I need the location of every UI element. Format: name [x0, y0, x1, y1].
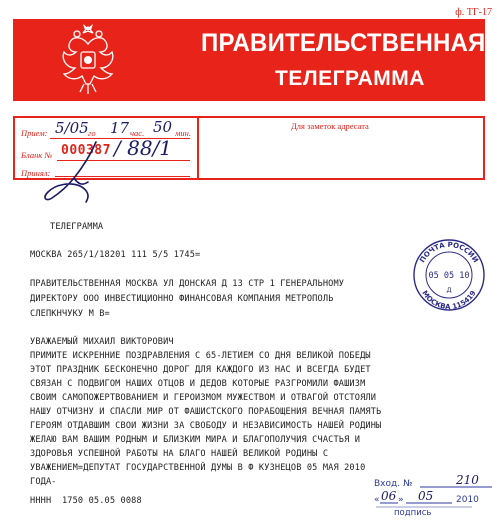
svg-text:ПОЧТА РОССИИ	[418, 241, 479, 264]
postmark-city: МОСКВА	[420, 289, 451, 312]
incoming-month: 05	[418, 489, 434, 503]
telegram-line: СВОИМ САМОПОЖЕРТВОВАНИЕМ И ГЕРОИЗМОМ МУЖЕСТВОМ И ОТВАГОЙ ОТСТОЯЛИ	[30, 393, 377, 403]
blank-label: Бланк №	[21, 150, 53, 160]
received-label: Прием:	[21, 128, 48, 138]
telegram-line: УВАЖЕНИЕМ=ДЕПУТАТ ГОСУДАРСТВЕННОЙ ДУМЫ В Ф КУЗНЕЦОВ 05 МАЯ 2010	[30, 463, 366, 473]
postmark-letter: Д	[446, 286, 452, 294]
postmark-top-text: ПОЧТА РОССИИ	[418, 240, 480, 265]
incoming-sign-label: подпись	[394, 508, 432, 518]
accepted-label: Принял:	[21, 168, 51, 178]
incoming-stamp	[372, 472, 496, 520]
telegram-line: НННН 1750 05.05 0088	[30, 496, 142, 506]
telegram-line: ЖЕЛАЮ ВАМ ВАШИМ РОДНЫМ И БЛИЗКИМ МИРА И БЛАГОПОЛУЧИЯ СЧАСТЬЯ И	[30, 435, 361, 445]
banner-title-line1: ПРАВИТЕЛЬСТВЕННАЯ	[201, 29, 486, 57]
received-minute-value: 50	[153, 118, 173, 136]
svg-text:»: »	[398, 495, 404, 505]
incoming-label: Вход. №	[374, 479, 413, 489]
postmark-date: 05 05 10	[428, 271, 470, 281]
postmark-code: 115419	[451, 289, 478, 311]
telegram-line: ПРИМИТЕ ИСКРЕННИЕ ПОЗДРАВЛЕНИЯ С 65-ЛЕТИЕМ СО ДНЯ ВЕЛИКОЙ ПОБЕДЫ	[30, 351, 371, 361]
telegram-line: ГОДА-	[30, 477, 57, 487]
minute-label: мин.	[175, 128, 192, 138]
telegram-line: СВЯЗАН С ПОДВИГОМ НАШИХ ОТЦОВ И ДЕДОВ КОТОРЫЕ РАЗГРОМИЛИ ФАШИЗМ	[30, 379, 366, 389]
handwritten-ref: / 88/1	[114, 136, 173, 160]
telegram-line: ДИРЕКТОРУ ООО ИНВЕСТИЦИОННО ФИНАНСОВАЯ КОМПАНИЯ МЕТРОПОЛЬ	[30, 294, 334, 304]
received-hour-value: 17	[110, 119, 130, 137]
telegram-line: СЛЕПКНЧУКУ М В=	[30, 309, 110, 319]
telegram-line: ТЕЛЕГРАММА	[50, 222, 104, 232]
telegram-line: МОСКВА 265/1/18201 111 5/5 1745=	[30, 250, 201, 260]
notes-label: Для заметок адресата	[291, 121, 369, 131]
banner-title-line2: ТЕЛЕГРАММА	[275, 67, 425, 90]
telegram-line: ЗДОРОВЬЯ УСПЕШНОЙ РАБОТЫ НА БЛАГО НАШЕЙ ВЕЛИКОЙ РОДИНЫ С	[30, 449, 329, 459]
form-code: ф. ТГ-17	[455, 7, 492, 18]
year-label: го	[88, 128, 96, 138]
telegram-line: НАШУ ОТЧИЗНУ И СПАСЛИ МИР ОТ ФАШИСТСКОГО ПОРАБОЩЕНИЯ ВЕЧНАЯ ПАМЯТЬ	[30, 407, 382, 417]
telegram-line: ГЕРОЯМ ОТДАВШИМ СВОИ ЖИЗНИ ЗА СВОБОДУ И НЕЗАВИСИМОСТЬ НАШЕЙ РОДИНЫ	[30, 421, 382, 431]
telegram-line: ЭТОТ ПРАЗДНИК БЕСКОНЕЧНО ДОРОГ ДЛЯ КАЖДОГО ИЗ НАС И ВСЕГДА БУДЕТ	[30, 365, 371, 375]
incoming-number: 210	[456, 473, 479, 487]
incoming-year: 2010	[456, 495, 479, 505]
telegram-line: УВАЖАЕМЫЙ МИХАИЛ ВИКТОРОВИЧ	[30, 337, 174, 347]
telegram-line: ПРАВИТЕЛЬСТВЕННАЯ МОСКВА УЛ ДОНСКАЯ Д 13 СТР 1 ГЕНЕРАЛЬНОМУ	[30, 279, 345, 289]
svg-text:«: «	[374, 495, 380, 505]
blank-number: 000387	[61, 143, 111, 158]
hour-label: час.	[130, 128, 145, 138]
postmark-stamp	[411, 237, 487, 313]
incoming-day: 06	[381, 489, 397, 503]
received-day-value: 5/05	[55, 119, 89, 137]
